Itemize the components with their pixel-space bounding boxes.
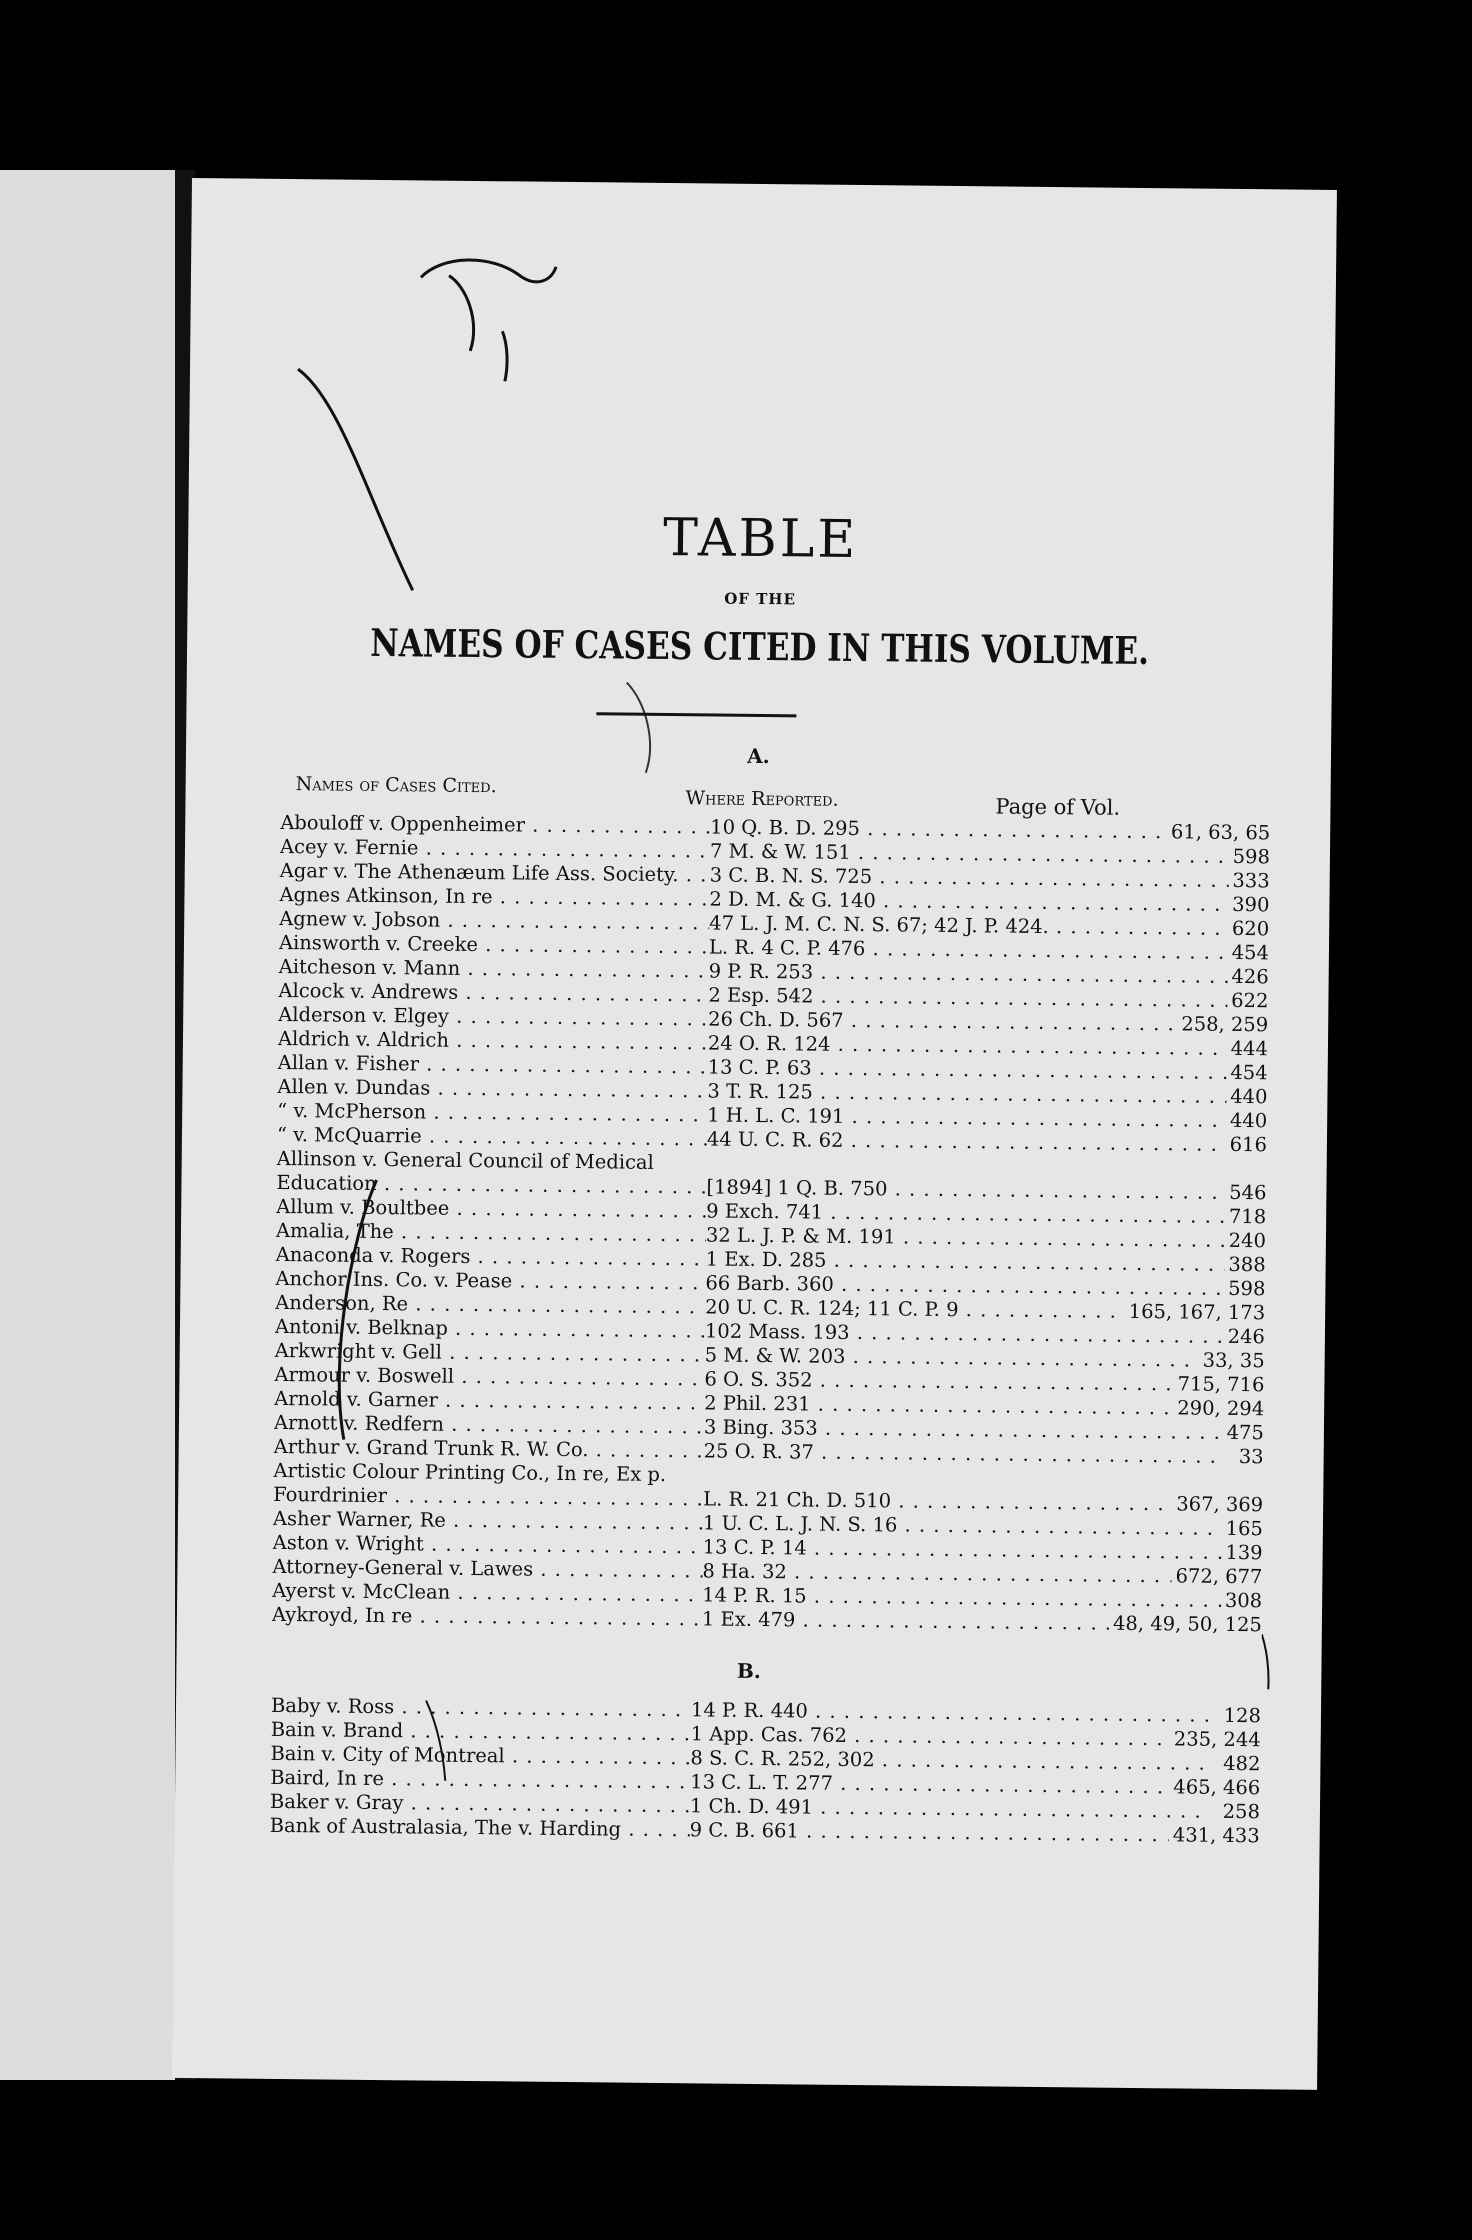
- case-page: 715, 716: [1173, 1372, 1264, 1397]
- case-page: 546: [1225, 1181, 1266, 1205]
- case-name: Alcock v. Andrews . . .: [278, 979, 708, 1008]
- case-citation: 7 M. & W. 151 . . .: [710, 839, 1230, 868]
- case-name: Ainsworth v. Creeke . . .: [279, 931, 709, 960]
- case-name: Arthur v. Grand Trunk R. W. Co. . . .: [274, 1435, 704, 1464]
- case-name: Allum v. Boultbee . . .: [276, 1195, 706, 1224]
- case-citation: 25 O. R. 37 . . .: [704, 1439, 1224, 1468]
- case-page: 258: [1219, 1800, 1260, 1824]
- case-page: 139: [1221, 1541, 1262, 1565]
- case-page: 235, 244: [1170, 1727, 1261, 1752]
- page-title: TABLE: [662, 507, 859, 570]
- case-name: Bain v. Brand . . .: [271, 1718, 691, 1746]
- case-page: 620: [1228, 917, 1269, 941]
- case-citation: 13 C. P. 14 . . .: [703, 1535, 1223, 1564]
- case-name: Anchor Ins. Co. v. Pease . . .: [275, 1267, 705, 1296]
- case-citation: 14 P. R. 15 . . .: [702, 1583, 1222, 1612]
- cases-list-b: [270, 1694, 1271, 1848]
- case-name: Bain v. City of Montreal . . .: [270, 1742, 690, 1770]
- case-name: Artistic Colour Printing Co., In re, Ex p.: [273, 1458, 667, 1487]
- case-page: 475: [1223, 1421, 1264, 1445]
- column-header-names: Names of Cases Cited.: [295, 773, 497, 798]
- case-name: Allan v. Fisher . . .: [278, 1051, 708, 1080]
- case-citation: 1 Ex. 479 . . .: [702, 1607, 1222, 1636]
- case-name: Education . . .: [276, 1171, 706, 1200]
- case-page: 165, 167, 173: [1125, 1300, 1266, 1325]
- column-header-where: Where Reported.: [685, 787, 839, 811]
- case-page: 598: [1229, 845, 1270, 869]
- case-page: 718: [1225, 1205, 1266, 1229]
- case-page: 33, 35: [1199, 1349, 1265, 1374]
- case-name: Aykroyd, In re . . .: [272, 1603, 702, 1632]
- case-page: 165: [1222, 1517, 1263, 1541]
- case-citation: 2 Phil. 231 . . .: [704, 1391, 1224, 1420]
- case-citation: 1 Ex. D. 285 . . .: [706, 1247, 1226, 1276]
- case-name: Fourdrinier . . .: [273, 1483, 703, 1512]
- case-page: 426: [1227, 965, 1268, 989]
- case-name: Armour v. Boswell . . .: [274, 1363, 704, 1392]
- left-page-edge: [0, 170, 175, 2080]
- case-citation: 24 O. R. 124 . . .: [708, 1031, 1228, 1060]
- case-page: 388: [1224, 1253, 1265, 1277]
- case-page: 440: [1226, 1109, 1267, 1133]
- case-page: 616: [1226, 1133, 1267, 1157]
- case-name: Anaconda v. Rogers . . .: [276, 1243, 706, 1272]
- case-page: 240: [1225, 1229, 1266, 1253]
- case-page: 246: [1224, 1325, 1265, 1349]
- case-name: “ v. McPherson . . .: [277, 1099, 707, 1128]
- case-citation: 66 Barb. 360 . . .: [705, 1271, 1225, 1300]
- case-citation: 3 T. R. 125 . . .: [707, 1079, 1227, 1108]
- case-page: 33: [1235, 1445, 1264, 1469]
- case-name: Agnew v. Jobson . . .: [279, 907, 709, 936]
- case-name: Antoni v. Belknap . . .: [275, 1315, 705, 1344]
- case-page: 622: [1227, 989, 1268, 1013]
- page-heading: NAMES OF CASES CITED IN THIS VOLUME.: [369, 619, 1150, 674]
- case-citation: 47 L. J. M. C. N. S. 67; 42 J. P. 424. . . .: [709, 911, 1229, 940]
- case-name: Amalia, The . . .: [276, 1219, 706, 1248]
- case-citation: 3 Bing. 353 . . .: [704, 1415, 1224, 1444]
- title-rule: [596, 712, 796, 717]
- case-name: Alderson v. Elgey . . .: [278, 1003, 708, 1032]
- case-citation: [1894] 1 Q. B. 750 . . .: [706, 1175, 1226, 1204]
- case-citation: 1 App. Cas. 762 . . .: [691, 1722, 1211, 1751]
- section-a-label: A.: [747, 743, 770, 769]
- cases-list-a: [272, 811, 1280, 1637]
- case-page: 390: [1228, 893, 1269, 917]
- case-page: 444: [1227, 1037, 1268, 1061]
- case-citation: 5 M. & W. 203 . . .: [705, 1343, 1225, 1372]
- case-page: 598: [1224, 1277, 1265, 1301]
- case-name: Bank of Australasia, The v. Harding . . .: [270, 1814, 690, 1842]
- case-page: 48, 49, 50, 125: [1109, 1612, 1262, 1638]
- case-citation: L. R. 21 Ch. D. 510 . . .: [703, 1487, 1223, 1516]
- case-name: Allen v. Dundas . . .: [277, 1075, 707, 1104]
- column-header-page: Page of Vol.: [995, 794, 1121, 820]
- case-name: Aston v. Wright . . .: [273, 1531, 703, 1560]
- case-name: Agnes Atkinson, In re . . .: [279, 883, 709, 912]
- case-citation: 13 C. P. 63 . . .: [708, 1055, 1228, 1084]
- case-citation: 26 Ch. D. 567 . . .: [708, 1007, 1228, 1036]
- case-citation: 2 D. M. & G. 140 . . .: [709, 887, 1229, 916]
- case-page: 333: [1228, 869, 1269, 893]
- case-name: Abouloff v. Oppenheimer . . .: [280, 811, 710, 840]
- case-name: Asher Warner, Re . . .: [273, 1507, 703, 1536]
- case-citation: 9 P. R. 253 . . .: [709, 959, 1229, 988]
- case-page: 482: [1219, 1752, 1260, 1776]
- case-page: 454: [1228, 941, 1269, 965]
- case-name: Arkwright v. Gell . . .: [275, 1339, 705, 1368]
- case-page: 672, 677: [1171, 1564, 1262, 1589]
- case-page: 61, 63, 65: [1167, 820, 1270, 845]
- case-page: 290, 294: [1173, 1396, 1264, 1421]
- case-citation: 9 Exch. 741 . . .: [706, 1199, 1226, 1228]
- case-citation: 13 C. L. T. 277 . . .: [690, 1770, 1210, 1799]
- case-citation: 8 S. C. R. 252, 302 . . .: [690, 1746, 1210, 1775]
- case-name: Baker v. Gray . . .: [270, 1790, 690, 1818]
- case-name: Agar v. The Athenæum Life Ass. Society. . . .: [280, 859, 710, 888]
- case-citation: 6 O. S. 352 . . .: [704, 1367, 1224, 1396]
- case-name: Ayerst v. McClean . . .: [272, 1579, 702, 1608]
- case-citation: 8 Ha. 32 . . .: [702, 1559, 1222, 1588]
- case-name: Arnold v. Garner . . .: [274, 1387, 704, 1416]
- case-page: 367, 369: [1172, 1492, 1263, 1517]
- case-citation: 3 C. B. N. S. 725 . . .: [710, 863, 1230, 892]
- case-citation: 10 Q. B. D. 295 . . .: [710, 815, 1230, 844]
- case-citation: 1 U. C. L. J. N. S. 16 . . .: [703, 1511, 1223, 1540]
- case-citation: 1 Ch. D. 491 . . .: [690, 1794, 1210, 1823]
- case-name: Arnott v. Redfern . . .: [274, 1411, 704, 1440]
- page-subtitle: OF THE: [724, 589, 797, 609]
- case-citation: 32 L. J. P. & M. 191 . . .: [706, 1223, 1226, 1252]
- case-page: 440: [1226, 1085, 1267, 1109]
- case-name: Aitcheson v. Mann . . .: [279, 955, 709, 984]
- case-citation: L. R. 4 C. P. 476 . . .: [709, 935, 1229, 964]
- case-citation: 44 U. C. R. 62 . . .: [707, 1127, 1227, 1156]
- case-name: Baby v. Ross . . .: [271, 1694, 691, 1722]
- case-citation: 9 C. B. 661 . . .: [690, 1818, 1210, 1847]
- case-name: Allinson v. General Council of Medical: [276, 1146, 654, 1174]
- case-page: 454: [1226, 1061, 1267, 1085]
- case-page: 258, 259: [1177, 1012, 1268, 1037]
- case-name: “ v. McQuarrie . . .: [277, 1123, 707, 1152]
- case-citation: 1 H. L. C. 191 . . .: [707, 1103, 1227, 1132]
- case-name: Aldrich v. Aldrich . . .: [278, 1027, 708, 1056]
- case-name: Baird, In re . . .: [270, 1766, 690, 1794]
- case-name: Attorney-General v. Lawes . . .: [272, 1555, 702, 1584]
- case-citation: 20 U. C. R. 124; 11 C. P. 9 . . .: [705, 1295, 1225, 1324]
- case-page: 308: [1221, 1589, 1262, 1613]
- section-b-label: B.: [736, 1658, 761, 1684]
- case-name: Anderson, Re . . .: [275, 1291, 705, 1320]
- case-citation: 102 Mass. 193 . . .: [705, 1319, 1225, 1348]
- case-page: 128: [1220, 1704, 1261, 1728]
- case-citation: 14 P. R. 440 . . .: [691, 1698, 1211, 1727]
- case-name: Acey v. Fernie . . .: [280, 835, 710, 864]
- case-page: 465, 466: [1169, 1775, 1260, 1800]
- book-page: [172, 178, 1337, 2090]
- case-citation: 2 Esp. 542 . . .: [708, 983, 1228, 1012]
- case-page: 431, 433: [1169, 1823, 1260, 1848]
